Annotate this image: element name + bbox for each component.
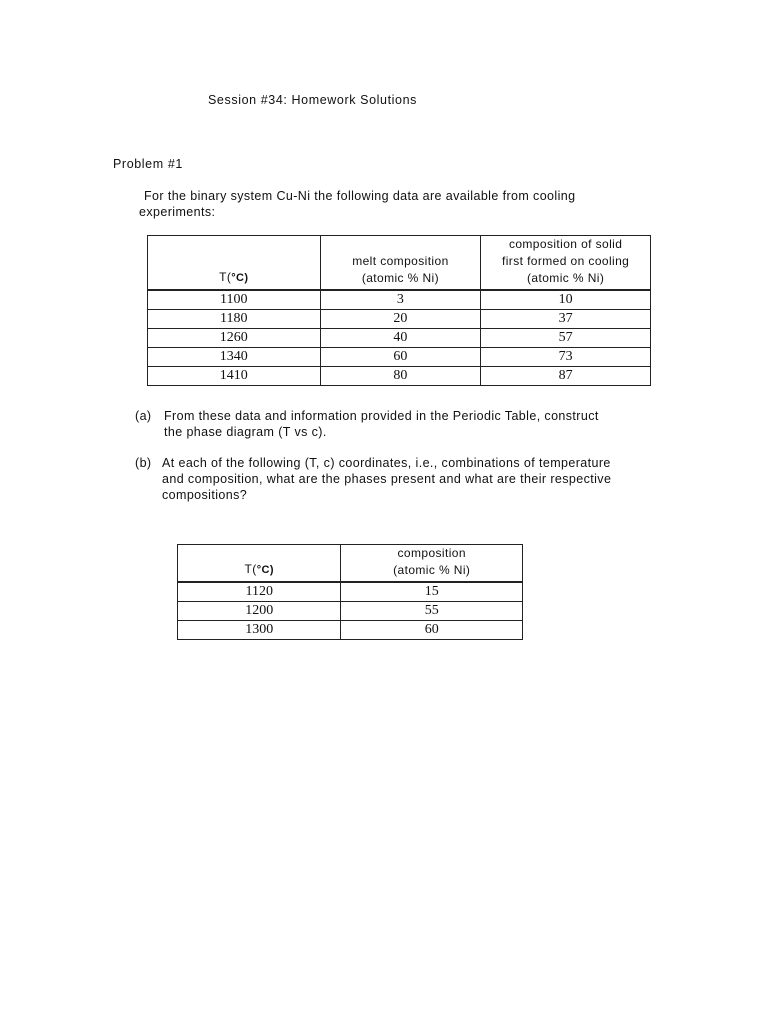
intro-paragraph bbox=[139, 188, 575, 220]
table-row: 1200 55 bbox=[178, 602, 523, 621]
header-temperature: T(°C) bbox=[178, 545, 341, 583]
part-b-line-2: and composition, what are the phases present and what are their respective bbox=[162, 472, 612, 486]
header-melt-composition: melt composition (atomic % Ni) bbox=[320, 236, 481, 291]
part-b-label: (b) bbox=[135, 456, 152, 470]
intro-line-2: experiments: bbox=[139, 205, 216, 219]
header-solid-composition: composition of solid first formed on cooling (atomic % Ni) bbox=[481, 236, 651, 291]
table-row: 1300 60 bbox=[178, 621, 523, 640]
header-composition: composition (atomic % Ni) bbox=[341, 545, 523, 583]
part-b-line-3: compositions? bbox=[162, 488, 248, 502]
table-row: 1260 40 57 bbox=[148, 329, 651, 348]
header-temperature: T(°C) bbox=[148, 236, 321, 291]
table-header-row bbox=[178, 545, 523, 583]
cooling-data-table bbox=[147, 235, 651, 386]
part-a bbox=[135, 408, 599, 440]
session-title: Session #34: Homework Solutions bbox=[208, 93, 417, 107]
part-a-line-2: the phase diagram (T vs c). bbox=[164, 425, 327, 439]
table-row: 1100 3 10 bbox=[148, 290, 651, 310]
table-header-row bbox=[148, 236, 651, 291]
part-a-label: (a) bbox=[135, 409, 152, 423]
intro-line-1: For the binary system Cu-Ni the following data are available from cooling bbox=[144, 189, 576, 203]
table-row: 1120 15 bbox=[178, 582, 523, 602]
table-row: 1340 60 73 bbox=[148, 348, 651, 367]
part-b bbox=[135, 455, 611, 503]
problem-heading: Problem #1 bbox=[113, 157, 183, 171]
part-a-line-1: From these data and information provided in the Periodic Table, construct bbox=[164, 409, 599, 423]
table-row: 1180 20 37 bbox=[148, 310, 651, 329]
coordinates-table bbox=[177, 544, 523, 640]
table-row: 1410 80 87 bbox=[148, 367, 651, 386]
part-b-line-1: At each of the following (T, c) coordinates, i.e., combinations of temperature bbox=[162, 456, 611, 470]
